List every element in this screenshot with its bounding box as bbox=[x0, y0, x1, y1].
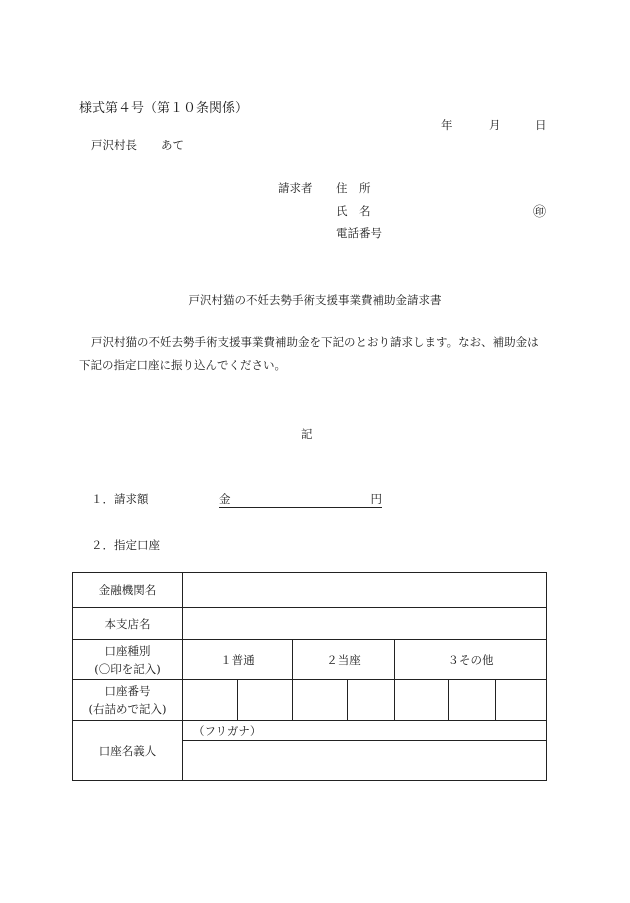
account-digit-cell[interactable] bbox=[183, 680, 238, 721]
option-touza[interactable]: ２当座 bbox=[293, 640, 395, 680]
account-type-label-line2: (〇印を記入) bbox=[94, 661, 161, 676]
phone-label: 電話番号 bbox=[336, 226, 382, 240]
account-holder-field[interactable] bbox=[183, 741, 547, 781]
item1-label: １．請求額 bbox=[91, 492, 149, 506]
account-digit-cell[interactable] bbox=[449, 680, 496, 721]
account-digit-cell[interactable] bbox=[238, 680, 293, 721]
date-year: 年 bbox=[441, 118, 453, 132]
furigana-field[interactable] bbox=[183, 721, 547, 741]
account-digit-cell[interactable] bbox=[348, 680, 395, 721]
body-text-line2: 下記の指定口座に振り込んでください。 bbox=[79, 358, 286, 372]
option-futsu[interactable]: １普通 bbox=[183, 640, 293, 680]
account-number-label-line2: (右詰めで記入) bbox=[88, 702, 167, 716]
account-digit-cell[interactable] bbox=[395, 680, 449, 721]
item2-label: ２．指定口座 bbox=[91, 538, 160, 552]
date-month: 月 bbox=[489, 118, 501, 132]
name-label: 氏 名 bbox=[336, 204, 371, 218]
branch-name-field[interactable] bbox=[183, 608, 547, 640]
account-holder-label: 口座名義人 bbox=[73, 721, 183, 781]
form-number: 様式第４号（第１０条関係） bbox=[79, 101, 249, 116]
applicant-label: 請求者 bbox=[278, 181, 313, 195]
account-number-label-line1: 口座番号 bbox=[104, 684, 151, 698]
bank-name-label: 金融機関名 bbox=[73, 573, 183, 608]
bank-name-field[interactable] bbox=[183, 573, 547, 608]
address-label: 住 所 bbox=[336, 181, 371, 195]
account-type-label-line1: 口座種別 bbox=[104, 643, 151, 658]
branch-name-label: 本支店名 bbox=[73, 608, 183, 640]
addressee-name: 戸沢村長 bbox=[91, 138, 137, 152]
body-text-line1: 戸沢村猫の不妊去勢手術支援事業費補助金を下記のとおり請求します。なお、補助金は bbox=[91, 335, 539, 349]
ki-heading: 記 bbox=[301, 427, 313, 441]
option-sonota[interactable]: ３その他 bbox=[395, 640, 547, 680]
date-day: 日 bbox=[535, 118, 547, 132]
amount-unit: 円 bbox=[370, 492, 382, 506]
amount-field[interactable] bbox=[219, 491, 382, 508]
account-type-label bbox=[73, 640, 183, 680]
account-digit-cell[interactable] bbox=[496, 680, 547, 721]
seal-mark: ㊞ bbox=[533, 205, 547, 220]
account-digit-cell[interactable] bbox=[293, 680, 348, 721]
account-number-label bbox=[73, 680, 183, 721]
document-title: 戸沢村猫の不妊去勢手術支援事業費補助金請求書 bbox=[188, 293, 442, 307]
account-table bbox=[72, 572, 547, 781]
furigana-label: （フリガナ） bbox=[193, 723, 262, 738]
amount-prefix: 金 bbox=[219, 492, 231, 506]
addressee-suffix: あて bbox=[161, 138, 184, 152]
